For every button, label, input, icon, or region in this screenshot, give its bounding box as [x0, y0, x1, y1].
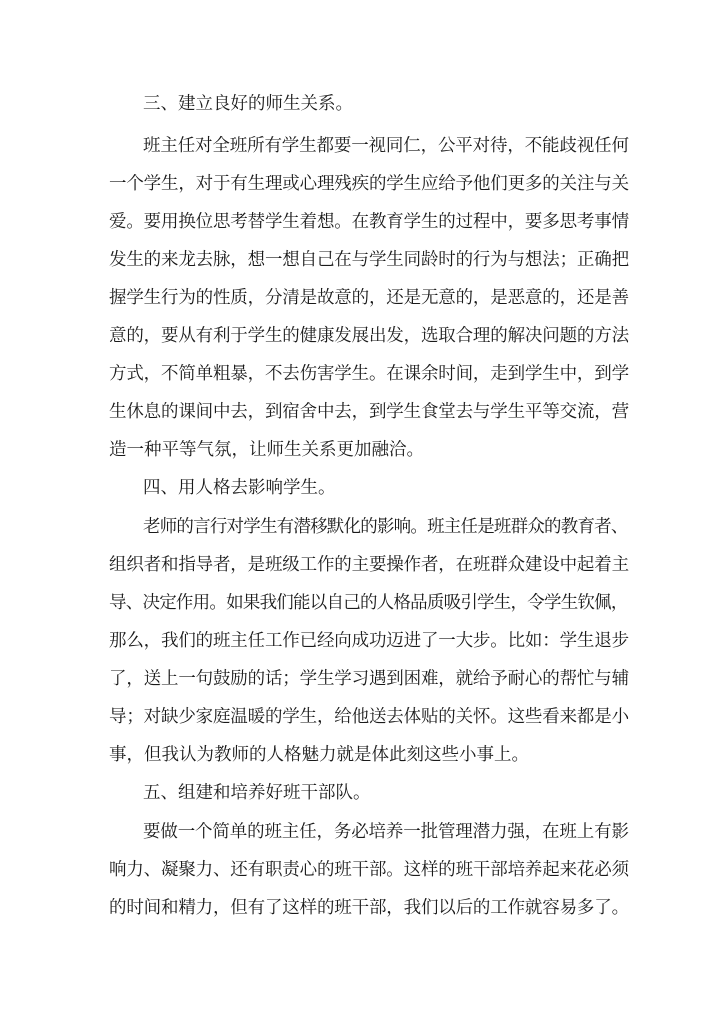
paragraph-line: 一个学生，对于有生理或心理残疾的学生应给予他们更多的关注与关	[109, 174, 629, 194]
paragraph-line: 要做一个简单的班主任，务必培养一批管理潜力强，在班上有影	[143, 822, 629, 842]
paragraph-line: 的时间和精力，但有了这样的班干部，我们以后的工作就容易多了。	[109, 898, 629, 918]
paragraph-line: 班主任对全班所有学生都要一视同仁，公平对待，不能歧视任何	[143, 136, 629, 156]
paragraph-line: 造一种平等气氛，让师生关系更加融洽。	[109, 440, 424, 460]
paragraph-line: 老师的言行对学生有潜移默化的影响。班主任是班群众的教育者、	[143, 517, 628, 537]
paragraph-line: 组织者和指导者，是班级工作的主要操作者，在班群众建设中起着主	[109, 555, 629, 575]
paragraph-line: 爱。要用换位思考替学生着想。在教育学生的过程中，要多思考事情	[109, 212, 629, 232]
paragraph-line: 了，送上一句鼓励的话；学生学习遇到困难，就给予耐心的帮忙与辅	[109, 669, 629, 689]
section-heading-3: 三、建立良好的师生关系。	[143, 94, 353, 114]
paragraph-line: 响力、凝聚力、还有职责心的班干部。这样的班干部培养起来花必须	[109, 860, 629, 880]
section-heading-5: 五、组建和培养好班干部队。	[143, 783, 371, 803]
paragraph-line: 发生的来龙去脉，想一想自己在与学生同龄时的行为与想法；正确把	[109, 250, 629, 270]
paragraph-line: 事，但我认为教师的人格魅力就是体此刻这些小事上。	[109, 745, 529, 765]
paragraph-line: 导；对缺少家庭温暖的学生，给他送去体贴的关怀。这些看来都是小	[109, 707, 629, 727]
paragraph-line: 意的，要从有利于学生的健康发展出发，选取合理的解决问题的方法	[109, 326, 629, 346]
paragraph-line: 导、决定作用。如果我们能以自己的人格品质吸引学生，令学生钦佩，	[109, 593, 628, 613]
paragraph-line: 方式，不简单粗暴，不去伤害学生。在课余时间，走到学生中，到学	[109, 364, 629, 384]
paragraph-line: 那么，我们的班主任工作已经向成功迈进了一大步。比如：学生退步	[109, 631, 629, 651]
section-heading-4: 四、用人格去影响学生。	[143, 478, 336, 498]
paragraph-line: 握学生行为的性质，分清是故意的，还是无意的，是恶意的，还是善	[109, 288, 629, 308]
paragraph-line: 生休息的课间中去，到宿舍中去，到学生食堂去与学生平等交流，营	[109, 402, 629, 422]
